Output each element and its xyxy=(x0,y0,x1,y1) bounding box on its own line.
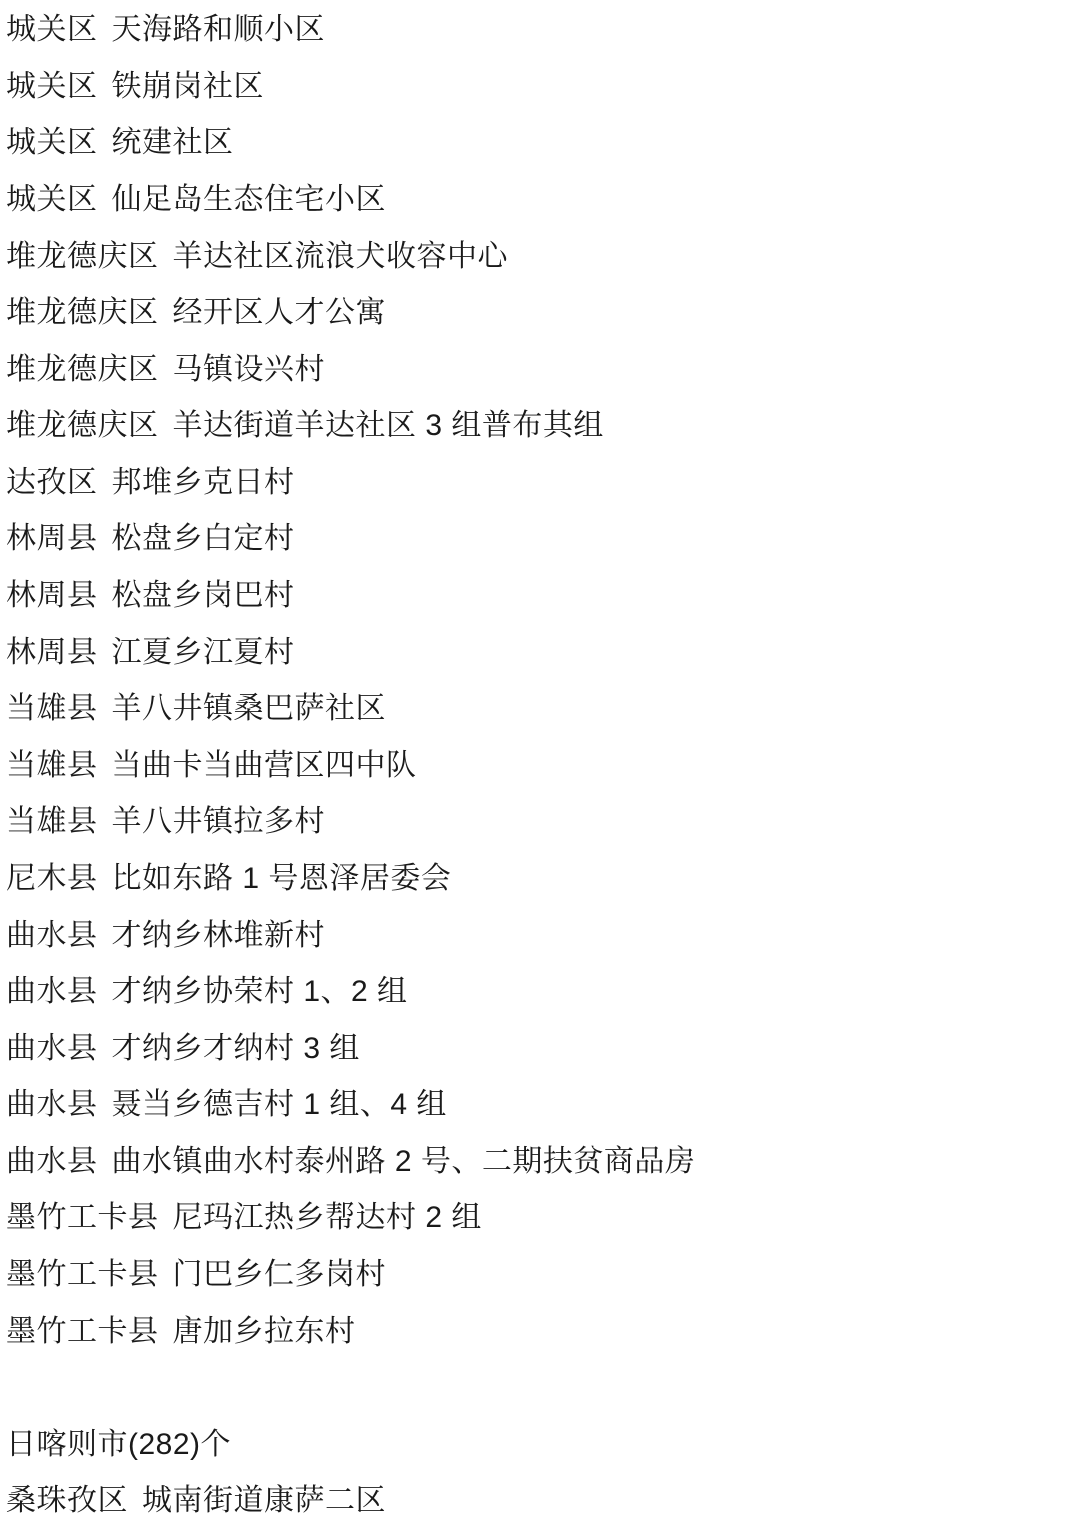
district-label: 城关区 xyxy=(6,126,98,160)
district-label: 林周县 xyxy=(6,579,98,613)
district-label: 当雄县 xyxy=(6,748,98,782)
district-label: 城关区 xyxy=(6,69,98,103)
district-label: 当雄县 xyxy=(6,805,98,839)
section-header xyxy=(0,1412,1080,1469)
location-label: 仙足岛生态住宅小区 xyxy=(111,183,386,217)
location-label: 马镇设兴村 xyxy=(172,352,325,386)
list-item xyxy=(0,111,1080,168)
district-label: 尼木县 xyxy=(6,861,98,895)
location-label: 门巴乡仁多岗村 xyxy=(172,1258,386,1291)
location-label: 羊八井镇桑巴萨社区 xyxy=(111,692,386,726)
location-label: 经开区人才公寓 xyxy=(172,296,386,330)
location-label: 才纳乡才纳村 3 组 xyxy=(111,1031,360,1065)
list-item xyxy=(0,394,1080,451)
list-item xyxy=(0,677,1080,734)
location-label: 邦堆乡克日村 xyxy=(111,465,295,499)
location-label: 江夏乡江夏村 xyxy=(111,635,295,669)
list-item xyxy=(0,0,1080,55)
list-item xyxy=(0,1073,1080,1130)
list-item xyxy=(0,1299,1080,1356)
location-label: 城南街道康萨二区 xyxy=(142,1484,386,1518)
list-item xyxy=(0,790,1080,847)
list-item xyxy=(0,281,1080,338)
list-item xyxy=(0,1186,1080,1243)
location-label: 唐加乡拉东村 xyxy=(172,1314,356,1348)
location-label: 曲水镇曲水村泰州路 2 号、二期扶贫商品房 xyxy=(111,1144,696,1178)
list-item xyxy=(0,1016,1080,1073)
list-item xyxy=(0,734,1080,791)
list-item xyxy=(0,337,1080,394)
district-label: 墨竹工卡县 xyxy=(6,1201,159,1235)
blank-line xyxy=(0,1356,1080,1413)
list-item xyxy=(0,1469,1080,1526)
list-item xyxy=(0,620,1080,677)
district-label: 曲水县 xyxy=(6,1031,98,1065)
district-label: 桑珠孜区 xyxy=(6,1484,128,1518)
list-item xyxy=(0,847,1080,904)
location-label: 尼玛江热乡帮达村 2 组 xyxy=(172,1201,482,1235)
district-label: 堆龙德庆区 xyxy=(6,239,159,273)
location-label: 才纳乡林堆新村 xyxy=(111,918,325,952)
district-label: 曲水县 xyxy=(6,975,98,1009)
district-label: 达孜区 xyxy=(6,465,98,499)
location-label: 羊达社区流浪犬收容中心 xyxy=(172,239,508,273)
location-label: 当曲卡当曲营区四中队 xyxy=(111,748,417,782)
list-item xyxy=(0,168,1080,225)
district-label: 曲水县 xyxy=(6,918,98,952)
district-label: 城关区 xyxy=(6,13,98,47)
location-label: 统建社区 xyxy=(111,126,234,160)
location-label: 松盘乡岗巴村 xyxy=(111,579,295,613)
location-label: 聂当乡德吉村 1 组、4 组 xyxy=(111,1088,447,1122)
list-item xyxy=(0,960,1080,1017)
list-item xyxy=(0,1243,1080,1300)
list-item xyxy=(0,224,1080,281)
location-label: 羊达街道羊达社区 3 组普布其组 xyxy=(172,409,604,443)
list-item xyxy=(0,507,1080,564)
location-label: 松盘乡白定村 xyxy=(111,522,295,556)
district-label: 林周县 xyxy=(6,522,98,556)
district-label: 墨竹工卡县 xyxy=(6,1258,159,1291)
location-label: 天海路和顺小区 xyxy=(111,13,325,47)
district-label: 堆龙德庆区 xyxy=(6,352,159,386)
location-label: 铁崩岗社区 xyxy=(111,69,264,103)
section-header-text: 日喀则市(282)个 xyxy=(6,1427,232,1461)
district-label: 城关区 xyxy=(6,183,98,217)
district-label: 堆龙德庆区 xyxy=(6,409,159,443)
location-label: 比如东路 1 号恩泽居委会 xyxy=(111,861,452,895)
district-label: 林周县 xyxy=(6,635,98,669)
list-item xyxy=(0,55,1080,112)
list-item xyxy=(0,1130,1080,1187)
district-label: 当雄县 xyxy=(6,692,98,726)
location-label: 羊八井镇拉多村 xyxy=(111,805,325,839)
district-label: 曲水县 xyxy=(6,1088,98,1122)
list-item xyxy=(0,903,1080,960)
district-label: 墨竹工卡县 xyxy=(6,1314,159,1348)
location-label: 才纳乡协荣村 1、2 组 xyxy=(111,975,408,1009)
district-label: 堆龙德庆区 xyxy=(6,296,159,330)
district-label: 曲水县 xyxy=(6,1144,98,1178)
list-item xyxy=(0,564,1080,621)
list-item xyxy=(0,451,1080,508)
